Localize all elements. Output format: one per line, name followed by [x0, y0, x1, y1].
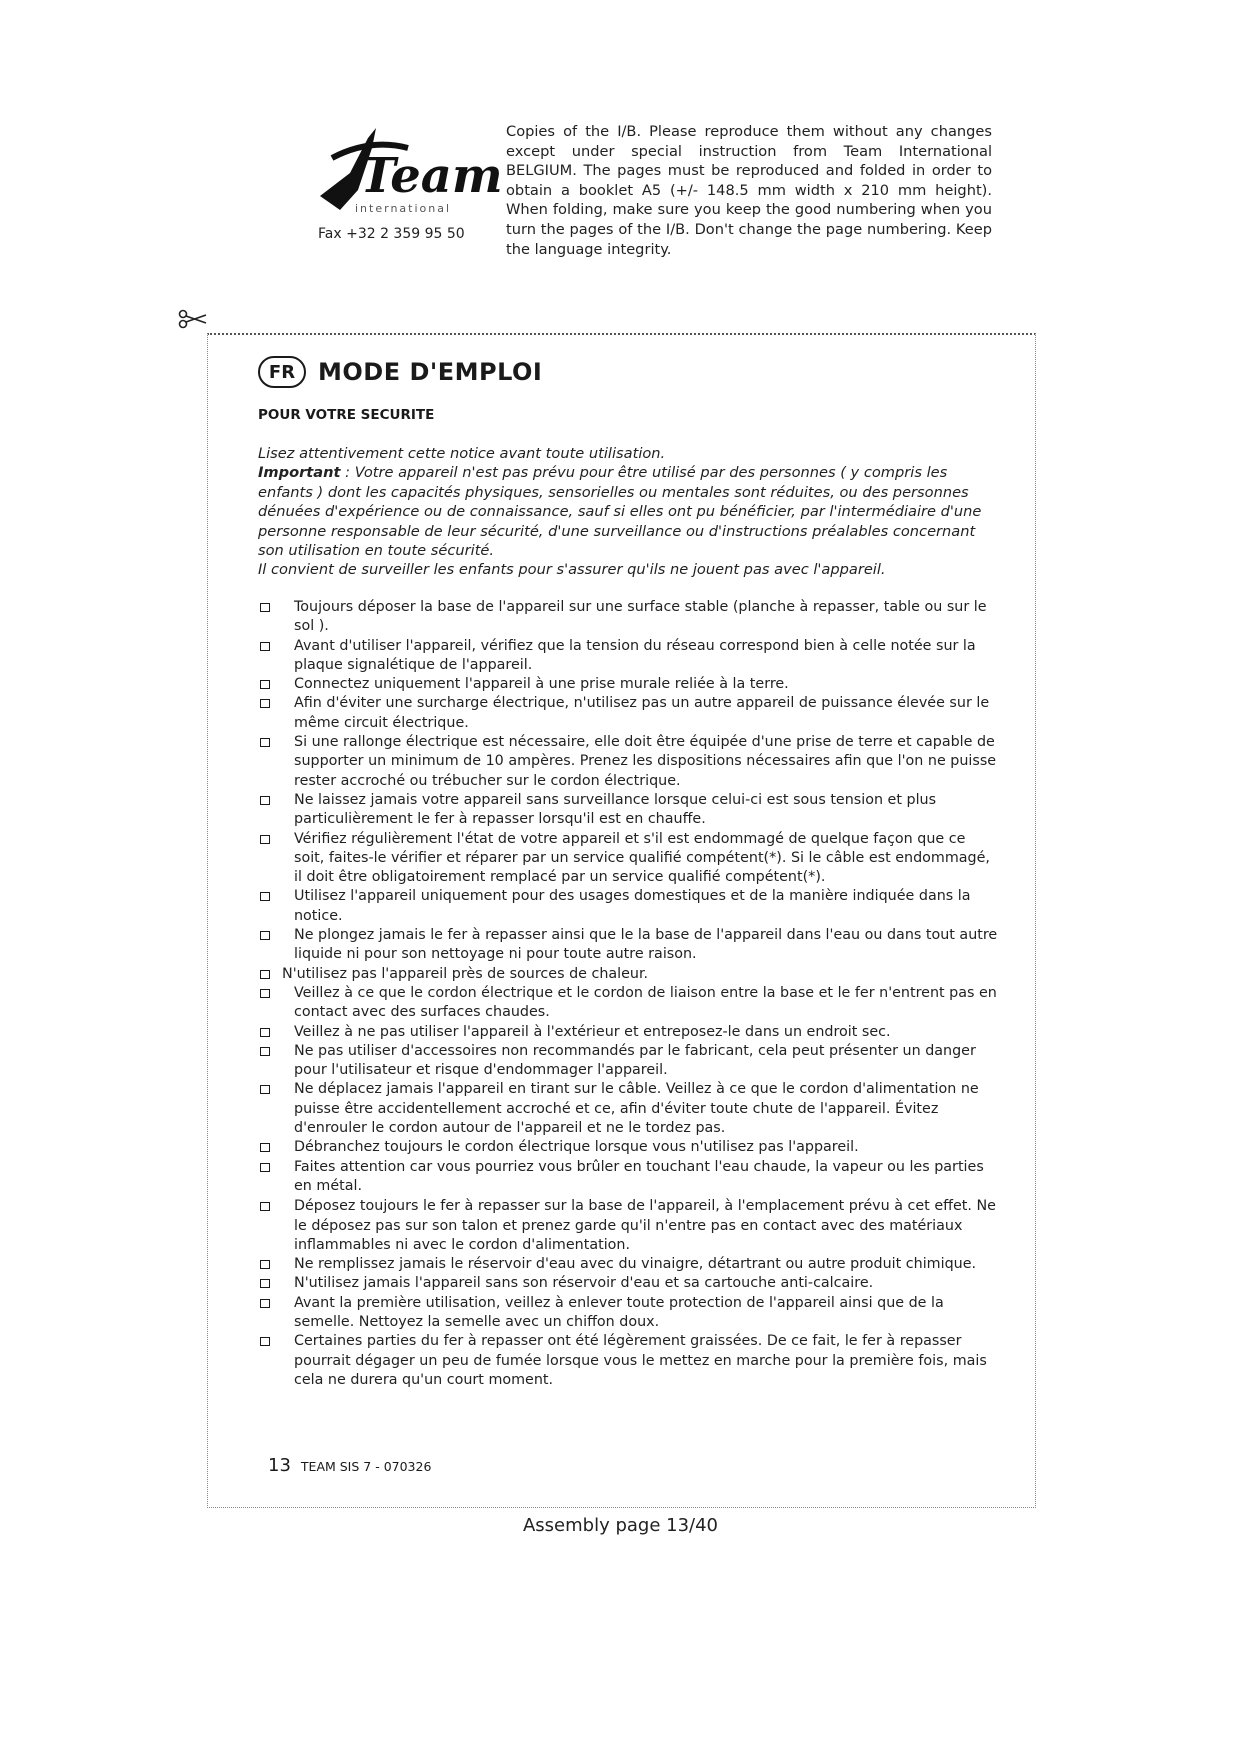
list-item-text: Certaines parties du fer à repasser ont été légèrement graissées. De ce fait, le fer à repasser pourrait dégager un peu de fumée lorsque vous le mettez en marche pour la première fois, mais cela ne durera qu'un court moment.: [294, 1333, 987, 1388]
list-item-text: Avant la première utilisation, veillez à enlever toute protection de l'appareil ainsi que de la semelle. Nettoyez la semelle avec un chiffon doux.: [294, 1294, 944, 1330]
list-item-text: Si une rallonge électrique est nécessaire, elle doit être équipée d'une prise de terre et capable de supporter un minimum de 10 ampères. Prenez les dispositions nécessaires afin que l'on ne puisse rester accroché ou trébucher sur le cordon électrique.: [294, 734, 997, 789]
list-item-text: Ne pas utiliser d'accessoires non recommandés par le fabricant, cela peut présenter un danger pour l'utilisateur et risque d'endommager l'appareil.: [294, 1042, 976, 1079]
checkbox-bullet-icon: [260, 680, 270, 689]
list-item: [258, 965, 998, 984]
checkbox-bullet-icon: [260, 989, 270, 998]
checkbox-bullet-icon: [260, 738, 270, 747]
checkbox-bullet-icon: [260, 1163, 270, 1172]
assembly-page-label: Assembly page 13/40: [522, 1515, 719, 1536]
list-item-text: Veillez à ne pas utiliser l'appareil à l'extérieur et entreposez-le dans un endroit sec.: [294, 1023, 891, 1040]
list-item-text: Utilisez l'appareil uniquement pour des usages domestiques et de la manière indiquée dans la notice.: [294, 888, 971, 924]
list-item: [258, 694, 998, 733]
logo-text: Team: [360, 148, 503, 204]
checkbox-bullet-icon: [260, 970, 270, 979]
list-item: [258, 1294, 998, 1333]
list-item-text: Avant d'utiliser l'appareil, vérifiez que la tension du réseau correspond bien à celle notée sur la plaque signalétique de l'appareil.: [294, 637, 976, 673]
team-logo-block: [300, 118, 503, 258]
list-item-text: Veillez à ce que le cordon électrique et le cordon de liaison entre la base et le fer n'entrent pas en contact avec des surfaces chaudes.: [294, 984, 997, 1021]
logo-subtext: international: [355, 202, 452, 215]
checkbox-bullet-icon: [260, 1299, 270, 1308]
list-item: [258, 1080, 998, 1138]
checkbox-bullet-icon: [260, 603, 270, 612]
list-item: [258, 637, 998, 676]
checkbox-bullet-icon: [260, 1260, 270, 1269]
list-item: [258, 791, 998, 830]
important-text: : Votre appareil n'est pas prévu pour être utilisé par des personnes ( y compris les enfants ) dont les capacités physiques, sensorielles ou mentales sont réduites, ou des personnes dénuées d'expérience ou de connaissance, sauf si elles ont pu bénéficier, par l'intermédiaire d'une personne responsable de leur sécurité, d'une surveillance ou d'instructions préalables concernant son utilisation en toute sécurité.: [258, 464, 982, 560]
list-item: [258, 1042, 998, 1081]
list-item: [258, 598, 998, 637]
checkbox-bullet-icon: [260, 699, 270, 708]
list-item: [258, 675, 998, 694]
intro-important: [258, 463, 988, 560]
checkbox-bullet-icon: [260, 1028, 270, 1037]
list-item-text: Vérifiez régulièrement l'état de votre appareil et s'il est endommagé de quelque façon que ce soit, faites-le vérifier et réparer par un service qualifié compétent(*). Si le câble est endommagé, il doit être obligatoirement remplacé par un service qualifié compétent(*).: [294, 830, 990, 886]
page-title-row: [258, 352, 542, 392]
scissors-icon: [178, 308, 208, 330]
checkbox-bullet-icon: [260, 1047, 270, 1056]
document-code: TEAM SIS 7 - 070326: [300, 1459, 432, 1474]
safety-list: [258, 598, 998, 1390]
list-item: [258, 984, 998, 1023]
checkbox-bullet-icon: [260, 642, 270, 651]
list-item: [258, 1274, 998, 1293]
list-item-text: Faites attention car vous pourriez vous brûler en touchant l'eau chaude, la vapeur ou les parties en métal.: [294, 1158, 984, 1194]
list-item-text: Afin d'éviter une surcharge électrique, n'utilisez pas un autre appareil de puissance élevée sur le même circuit électrique.: [294, 695, 990, 731]
list-item-text: Ne laissez jamais votre appareil sans surveillance lorsque celui-ci est sous tension et plus particulièrement le fer à repasser lorsqu'il est en chauffe.: [294, 791, 937, 828]
list-item-text: N'utilisez jamais l'appareil sans son réservoir d'eau et sa cartouche anti-calcaire.: [294, 1275, 874, 1292]
checkbox-bullet-icon: [260, 892, 270, 901]
page-title: MODE D'EMPLOI: [318, 358, 543, 386]
list-item-text: Toujours déposer la base de l'appareil sur une surface stable (planche à repasser, table ou sur le sol ).: [294, 599, 987, 635]
checkbox-bullet-icon: [260, 1279, 270, 1288]
checkbox-bullet-icon: [260, 1085, 270, 1094]
checkbox-bullet-icon: [260, 796, 270, 805]
list-item-text: Débranchez toujours le cordon électrique lorsque vous n'utilisez pas l'appareil.: [294, 1139, 859, 1156]
section-heading: POUR VOTRE SECURITE: [258, 407, 435, 423]
list-item: [258, 926, 998, 965]
list-item: [258, 1197, 998, 1255]
reproduction-instructions: Copies of the I/B. Please reproduce them without any changes except under special instruction from Team International BELGIUM. The pages must be reproduced and folded in order to obtain a booklet A5 (+/- 148.5 mm width x 210 mm height). When folding, make sure you keep the good numbering when you turn the pages of the I/B. Don't change the page numbering. Keep the language integrity.: [506, 123, 992, 258]
list-item-text: Ne plongez jamais le fer à repasser ainsi que le la base de l'appareil dans l'eau ou dans tout autre liquide ni pour son nettoyage ni pour toute autre raison.: [294, 927, 998, 963]
list-item-text: Ne remplissez jamais le réservoir d'eau avec du vinaigre, détartrant ou autre produit chimique.: [294, 1256, 977, 1273]
fax-number: Fax +32 2 359 95 50: [318, 226, 465, 242]
page-footer: [268, 1455, 431, 1476]
list-item: [258, 887, 998, 926]
important-label: Important: [258, 464, 341, 482]
list-item-text: N'utilisez pas l'appareil près de sources de chaleur.: [282, 965, 649, 982]
list-item: [258, 1158, 998, 1197]
list-item: [258, 1255, 998, 1274]
list-item: [258, 1332, 998, 1390]
intro-text: [258, 444, 988, 580]
list-item: [258, 1023, 998, 1042]
list-item-text: Ne déplacez jamais l'appareil en tirant sur le câble. Veillez à ce que le cordon d'alimentation ne puisse être accidentellement accroché et ce, afin d'éviter toute chute de l'appareil. Évitez d'enrouler le cordon autour de l'appareil et ne le tordez pas.: [294, 1081, 979, 1137]
intro-line-3: Il convient de surveiller les enfants pour s'assurer qu'ils ne jouent pas avec l'appareil.: [258, 561, 886, 579]
checkbox-bullet-icon: [260, 1143, 270, 1152]
intro-line-1: Lisez attentivement cette notice avant toute utilisation.: [258, 445, 666, 462]
list-item-text: Déposez toujours le fer à repasser sur la base de l'appareil, à l'emplacement prévu à cet effet. Ne le déposez pas sur son talon et prenez garde qu'il n'entre pas en contact avec des matériaux inflammables ni avec le cordon d'alimentation.: [294, 1198, 996, 1253]
language-badge: FR: [258, 356, 306, 388]
list-item-text: Connectez uniquement l'appareil à une prise murale reliée à la terre.: [294, 676, 789, 693]
checkbox-bullet-icon: [260, 1337, 270, 1346]
page-number: 13: [268, 1455, 291, 1476]
checkbox-bullet-icon: [260, 931, 270, 940]
checkbox-bullet-icon: [260, 835, 270, 844]
list-item: [258, 830, 998, 888]
list-item: [258, 733, 998, 791]
list-item: [258, 1138, 998, 1157]
checkbox-bullet-icon: [260, 1202, 270, 1211]
